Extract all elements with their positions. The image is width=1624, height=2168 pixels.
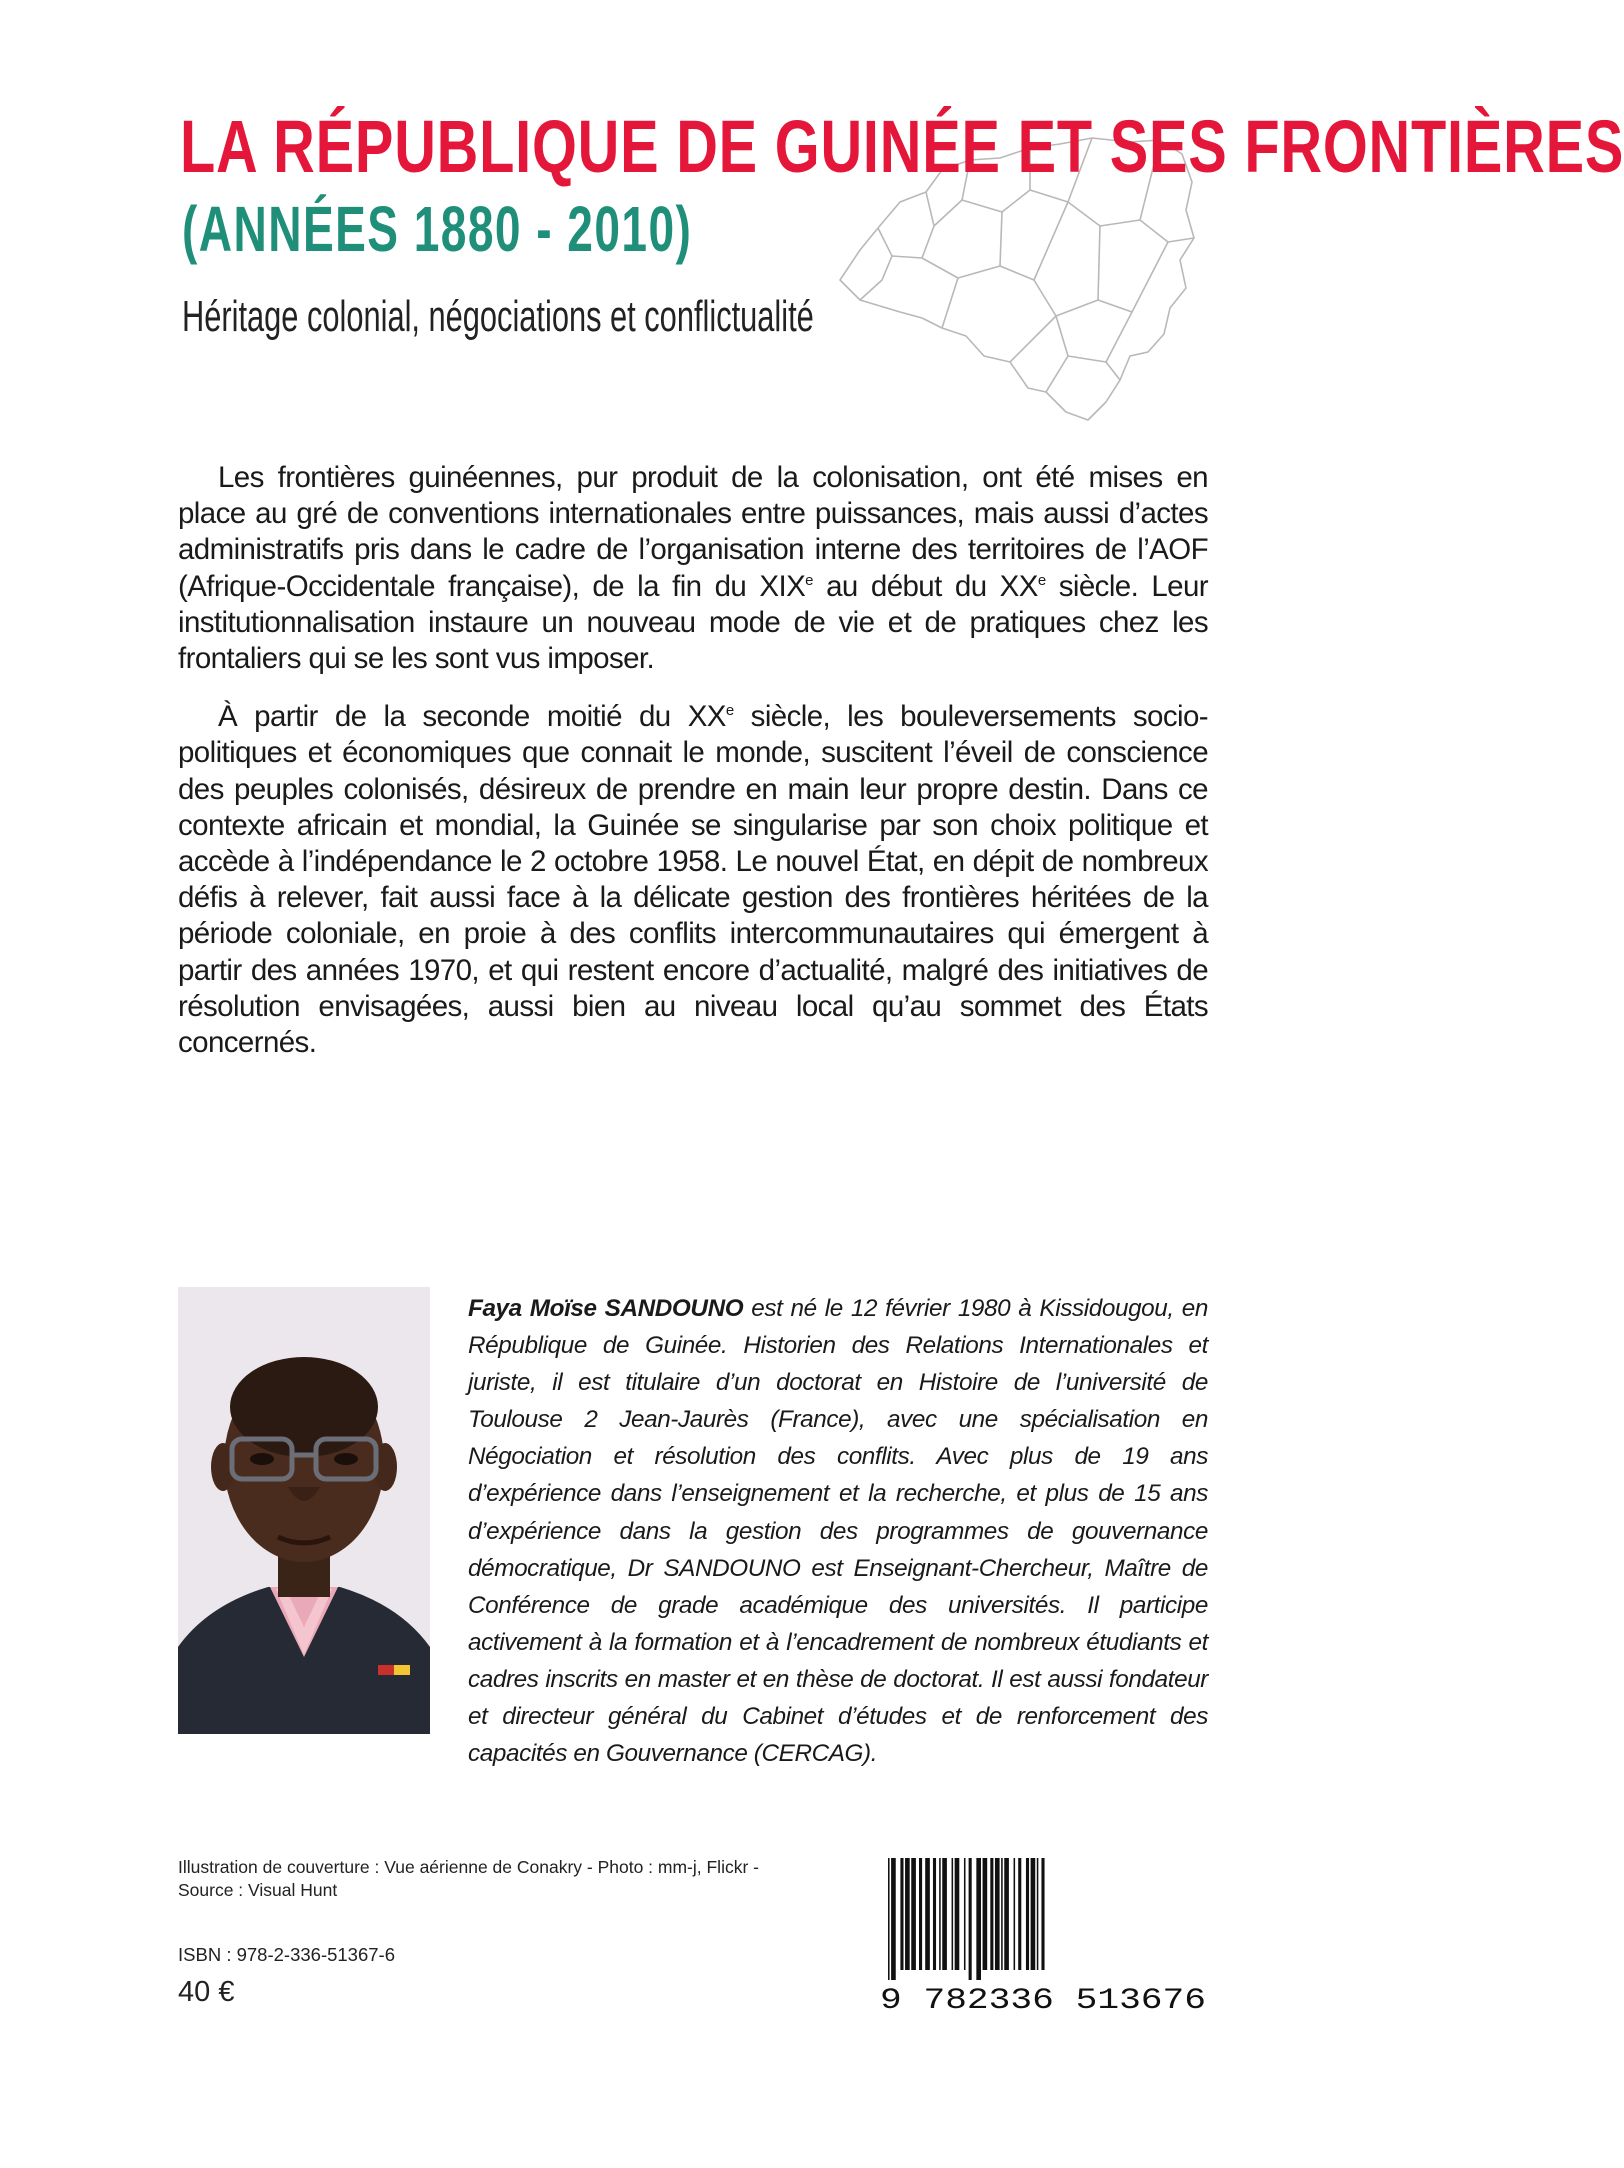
summary-paragraph-2 — [178, 699, 1208, 1061]
barcode-bar — [925, 1858, 930, 1970]
barcode-bar — [964, 1858, 966, 1970]
barcode-bar — [990, 1858, 993, 1970]
barcode-bar — [1001, 1858, 1003, 1970]
barcode-bar — [888, 1858, 890, 1980]
isbn: ISBN : 978-2-336-51367-6 — [178, 1944, 395, 1965]
barcode-bar — [1014, 1858, 1016, 1970]
barcode-bar — [942, 1858, 947, 1970]
author-bio — [468, 1290, 1208, 1772]
summary-text: au début du XX — [812, 569, 1038, 603]
barcode-bar — [1037, 1858, 1039, 1970]
cover-credits: Illustration de couverture : Vue aérienne de Conakry - Photo : mm-j, Flickr - Source : Visual Hunt — [178, 1857, 759, 1900]
barcode-bar — [1026, 1858, 1029, 1970]
book-summary — [178, 460, 1208, 1083]
author-name: Faya Moïse SANDOUNO — [468, 1295, 744, 1322]
summary-text: À partir de la seconde moitié du XX — [218, 700, 726, 734]
barcode — [880, 1858, 1210, 2018]
barcode-bar — [891, 1858, 896, 1980]
barcode-bar — [905, 1858, 910, 1970]
summary-text: Les frontières guinéennes, pur produit de la colonisation, ont été mises en place au gré de conventions internationales entre puissances, mais aussi d’actes administratifs pris dans le cadre de l’organisation interne des territoires de l’AOF (Afrique-Occidentale française), de la fin du XIX — [178, 461, 1208, 603]
superscript: e — [1037, 571, 1046, 589]
author-portrait-illustration — [178, 1287, 430, 1734]
barcode-bar — [933, 1858, 936, 1970]
summary-text: siècle. Leur institutionnalisation instaure un nouveau mode de vie et de pratiques chez les frontaliers qui se les sont vus imposer. — [178, 569, 1208, 676]
barcode-bar — [995, 1858, 1000, 1970]
author-photo — [178, 1287, 430, 1734]
barcode-bar — [952, 1858, 954, 1970]
summary-text: siècle, les bouleversements socio-politiques et économiques que connait le monde, suscitent l’éveil de conscience des peuples colonisés, désireux de prendre en main leur propre destin. Dans ce contexte africain et mondial, la Guinée se singularise par son choix politique et accède à l’indépendance le 2 octobre 1958. Le nouvel État, en dépit de nombreux défis à relever, fait aussi face à la délicate gestion des frontières héritées de la période coloniale, en proie à des conflits intercommunautaires qui émergent à partir des années 1970, et qui restent encore d’actualité, malgré des initiatives de résolution envisagées, aussi bien au niveau local qu’au sommet des États concernés. — [178, 700, 1209, 1060]
summary-paragraph-1 — [178, 460, 1208, 677]
barcode-bar — [1031, 1858, 1036, 1970]
book-title: LA RÉPUBLIQUE DE GUINÉE ET SES FRONTIÈRES — [180, 105, 1624, 188]
barcode-bar — [983, 1858, 988, 1970]
book-tagline: Héritage colonial, négociations et conflictualité — [182, 292, 814, 341]
barcode-bar — [976, 1858, 981, 1980]
barcode-bar — [919, 1858, 922, 1970]
barcode-bar — [955, 1858, 960, 1970]
superscript: e — [805, 571, 813, 589]
barcode-bar — [1004, 1858, 1009, 1970]
barcode-bar — [911, 1858, 916, 1970]
author-bio-text: est né le 12 février 1980 à Kissidougou, en République de Guinée. Historien des Relations Internationales et juriste, il est titulaire d’un doctorat en Histoire de l’université de Toulouse 2 Jean-Jaurès (France), avec une spécialisation en Négociation et résolution des conflits. Avec plus de 19 ans d’expérience dans l’enseignement et la recherche, et plus de 15 ans d’expérience dans la gestion des programmes de gouvernance démocratique, Dr SANDOUNO est Enseignant-Chercheur, Maître de Conférence de grade académique des universités. Il participe activement à la formation et à l’encadrement de nombreux étudiants et cadres inscrits en master et en thèse de doctorat. Il est aussi fondateur et directeur général du Cabinet d’études et de renforcement des capacités en Gouvernance (CERCAG). — [468, 1295, 1209, 1768]
barcode-bar — [1018, 1858, 1021, 1970]
barcode-bar — [939, 1858, 941, 1970]
barcode-bar — [1041, 1858, 1044, 1970]
barcode-digits: 9 782336 513676 — [880, 1984, 1206, 2018]
barcode-bar — [969, 1858, 972, 1980]
price: 40 € — [178, 1976, 235, 2008]
book-subtitle-years: (ANNÉES 1880 - 2010) — [182, 193, 693, 265]
barcode-bar — [900, 1858, 903, 1970]
superscript: e — [725, 702, 734, 720]
